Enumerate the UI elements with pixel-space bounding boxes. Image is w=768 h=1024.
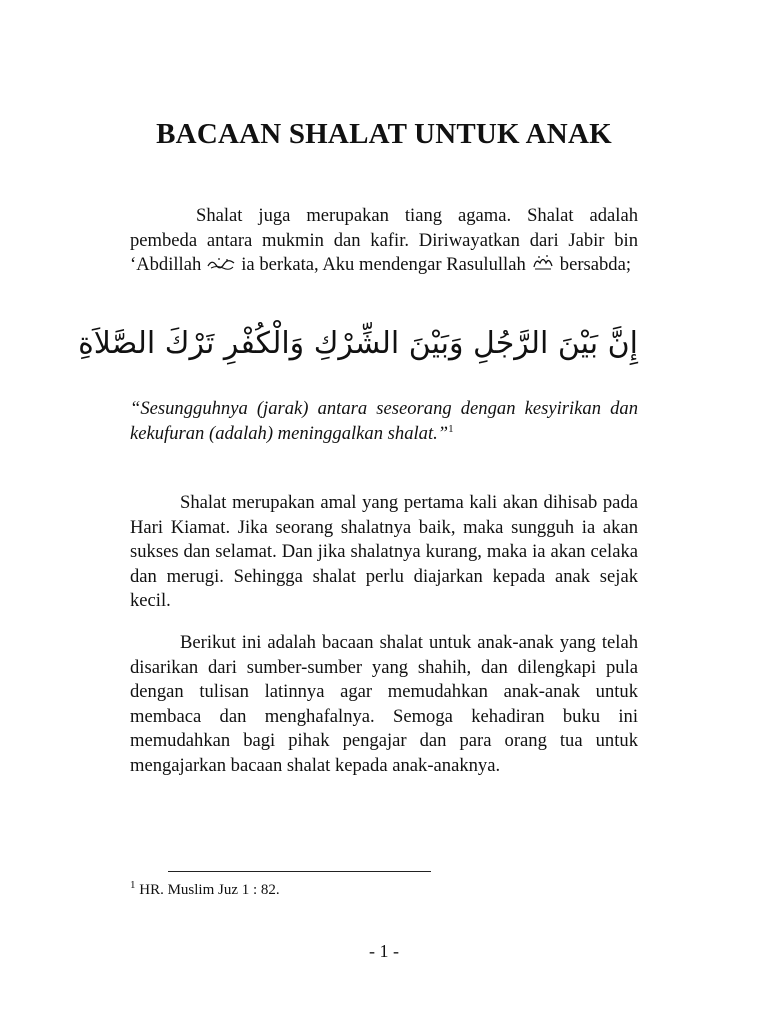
footnote — [130, 880, 280, 900]
radhiyallahu-anhu-icon — [207, 253, 235, 278]
footnote-divider — [168, 871, 431, 872]
body-paragraph-3 — [130, 631, 638, 778]
intro-text-b: ia berkata, Aku mendengar Rasulullah — [241, 254, 526, 275]
hadith-translation — [130, 397, 638, 446]
page-number: - 1 - — [369, 941, 399, 961]
document-page — [78, 0, 638, 1024]
shallallahu-alaihi-wasallam-icon — [532, 253, 554, 278]
body-paragraph-3-text: Berikut ini adalah bacaan shalat untuk anak-anak yang telah disarikan dari sumber-sumber yang shahih, dan dilengkapi pula dengan tulisan latinnya agar memudahkan anak-anak untuk membaca dan menghafalnya. Semoga kehadiran buku ini memudahkan bagi pihak pengajar dan para orang tua untuk mengajarkan bacaan shalat kepada anak-anaknya. — [130, 632, 638, 776]
translation-text: “Sesungguhnya (jarak) antara seseorang dengan kesyirikan dan kekufuran (adalah) meninggalkan shalat.” — [130, 398, 638, 444]
arabic-hadith: إِنَّ بَيْنَ الرَّجُلِ وَبَيْنَ الشِّرْكِ وَالْكُفْرِ تَرْكَ الصَّلاَةِ — [78, 326, 638, 361]
intro-paragraph — [130, 204, 638, 278]
page-title: BACAAN SHALAT UNTUK ANAK — [156, 118, 612, 150]
intro-text-c: bersabda; — [559, 254, 632, 275]
body-paragraph-2 — [130, 491, 638, 614]
footnote-reference: 1 — [448, 422, 454, 435]
body-paragraph-2-text: Shalat merupakan amal yang pertama kali akan dihisab pada Hari Kiamat. Jika seorang shalatnya baik, maka sungguh ia akan sukses dan selamat. Dan jika shalatnya kurang, maka ia akan celaka dan merugi. Sehingga shalat perlu diajarkan kepada anak sejak kecil. — [130, 492, 638, 611]
intro-text-a: Shalat juga merupakan tiang agama. Shalat adalah pembeda antara mukmin dan kafir. Diriwayatkan dari Jabir bin ‘Abdillah — [130, 205, 638, 275]
footnote-number: 1 — [130, 879, 136, 891]
footnote-text: HR. Muslim Juz 1 : 82. — [139, 882, 280, 898]
